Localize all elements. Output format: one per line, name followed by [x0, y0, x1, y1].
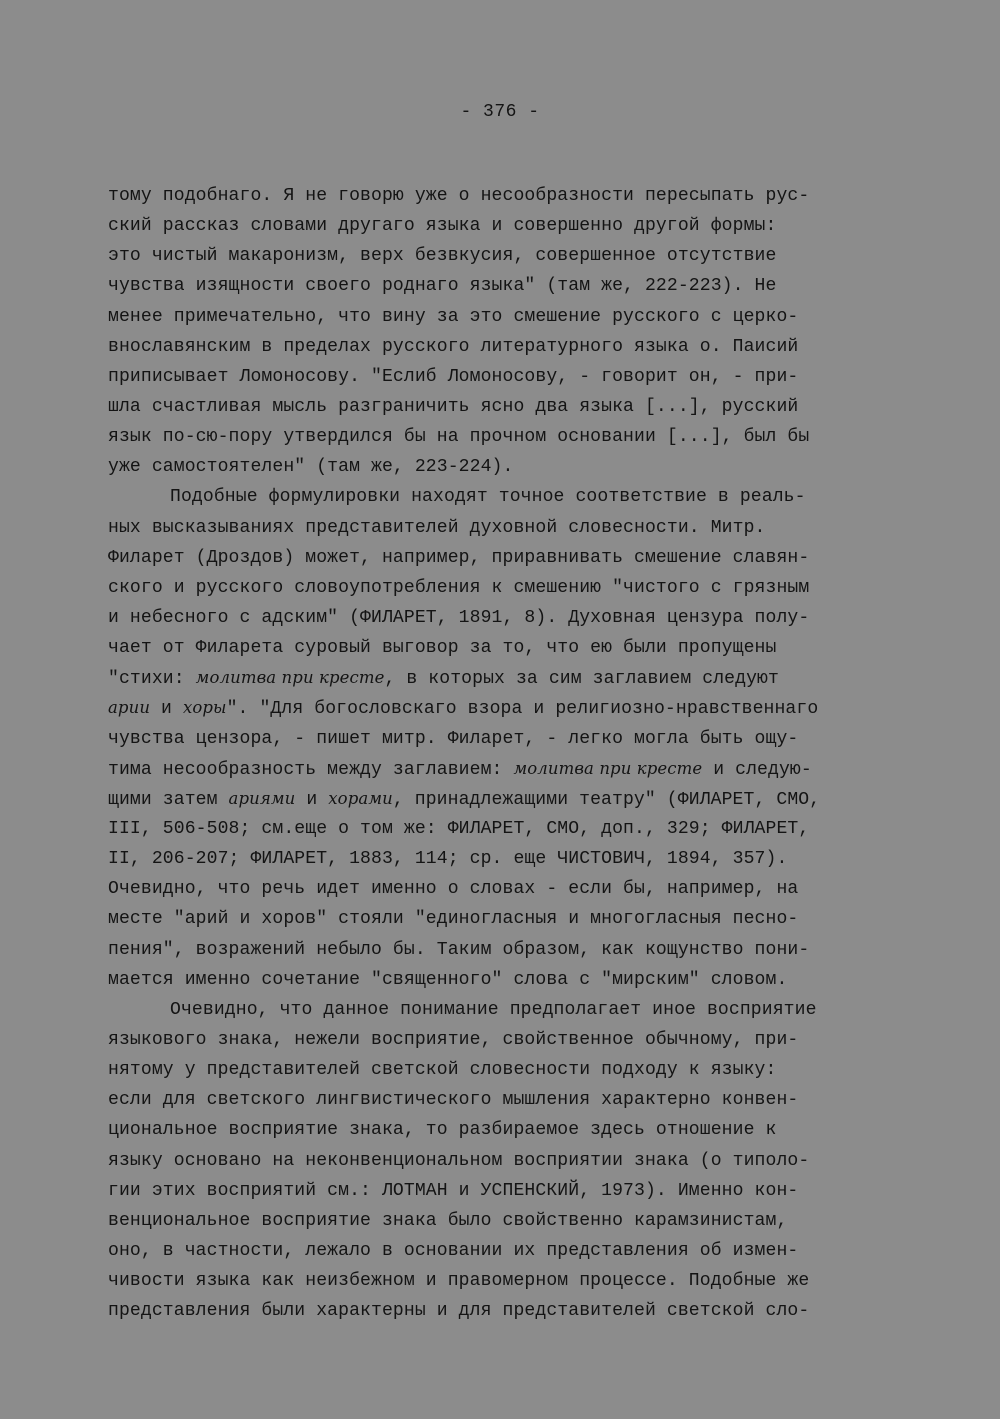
text-segment: тима несообразность между заглавием:	[108, 759, 514, 780]
text-line: Очевидно, что речь идет именно о словах - если бы, например, на	[108, 879, 799, 900]
text-line: языкового знака, нежели восприятие, свойственное обычному, при-	[108, 1029, 799, 1050]
text-segment: и	[150, 699, 183, 720]
text-line: III, 506-508; см.еще о том же: ФИЛАРЕТ, СМО, доп., 329; ФИЛАРЕТ,	[108, 818, 810, 839]
text-line: чувства изящности своего роднаго языка" (там же, 222-223). Не	[108, 276, 777, 297]
italic-segment: ариями	[228, 788, 296, 808]
italic-segment: хоры	[182, 698, 227, 718]
text-line: язык по-сю-пору утвердился бы на прочном основании [...], был бы	[108, 427, 810, 448]
text-segment: и следую-	[702, 759, 812, 780]
text-line: ского и русского словоупотребления к смешению "чистого с грязным	[108, 577, 810, 598]
text-line: шла счастливая мысль разграничить ясно два языка [...], русский	[108, 396, 799, 417]
italic-segment: молитва при кресте	[195, 668, 385, 688]
text-line: циональное восприятие знака, то разбираемое здесь отношение к	[108, 1120, 777, 1141]
text-line: нятому у представителей светской словесности подходу к языку:	[108, 1060, 777, 1081]
text-line: внославянским в пределах русского литературного языка о. Паисий	[108, 336, 799, 357]
text-line: ных высказываниях представителей духовной словесности. Митр.	[108, 517, 766, 538]
text-line: пения", возражений небыло бы. Таким образом, как кощунство пони-	[108, 939, 810, 960]
text-line: мается именно сочетание "священного" слова с "мирским" словом.	[108, 969, 788, 990]
text-line: чивости языка как неизбежном и правомерном процессе. Подобные же	[108, 1271, 810, 1292]
text-line: если для светского лингвистического мышления характерно конвен-	[108, 1090, 799, 1111]
text-line	[108, 663, 908, 693]
italic-segment: хорами	[328, 788, 393, 808]
text-segment: "стихи:	[108, 669, 196, 690]
text-line: венциональное восприятие знака было свойственно карамзинистам,	[108, 1210, 788, 1231]
text-segment: ". "Для богословскаго взора и религиозно-нравственнаго	[226, 699, 819, 720]
page-number: - 376 -	[460, 102, 540, 122]
text-line: уже самостоятелен" (там же, 223-224).	[108, 457, 514, 478]
text-line: чувства цензора, - пишет митр. Филарет, - легко могла быть ощу-	[108, 728, 799, 749]
text-line: месте "арий и хоров" стояли "единогласныя и многогласныя песно-	[108, 909, 799, 930]
body-text	[108, 181, 908, 1326]
italic-segment: молитва при кресте	[513, 758, 703, 778]
text-segment: , принадлежащими театру" (ФИЛАРЕТ, СМО,	[392, 789, 821, 810]
text-line	[108, 693, 908, 723]
text-line: тому подобнаго. Я не говорю уже о несообразности пересыпать рус-	[108, 186, 810, 206]
text-line: ский рассказ словами другаго языка и совершенно другой формы:	[108, 216, 777, 237]
text-line: оно, в частности, лежало в основании их представления об измен-	[108, 1240, 799, 1261]
text-segment: , в которых за сим заглавием следуют	[384, 669, 779, 690]
text-segment: щими затем	[108, 789, 229, 810]
text-line: II, 206-207; ФИЛАРЕТ, 1883, 114; ср. еще ЧИСТОВИЧ, 1894, 357).	[108, 849, 788, 870]
text-line: языку основано на неконвенциональном восприятии знака (о типоло-	[108, 1150, 810, 1171]
text-line: приписывает Ломоносову. "Еслиб Ломоносову, - говорит он, - при-	[108, 366, 799, 387]
text-line: это чистый макаронизм, верх безвкусия, совершенное отсутствие	[108, 246, 777, 267]
text-segment: и	[295, 789, 329, 810]
text-line	[108, 754, 908, 784]
text-line: Филарет (Дроздов) может, например, приравнивать смешение славян-	[108, 547, 810, 568]
text-line: Очевидно, что данное понимание предполагает иное восприятие	[170, 999, 817, 1020]
text-line	[108, 784, 908, 814]
text-line: гии этих восприятий см.: ЛОТМАН и УСПЕНСКИЙ, 1973). Именно кон-	[108, 1180, 799, 1201]
italic-segment: арии	[108, 698, 151, 718]
text-line: и небесного с адским" (ФИЛАРЕТ, 1891, 8). Духовная цензура полу-	[108, 607, 810, 628]
text-line: представления были характерны и для представителей светской сло-	[108, 1301, 810, 1322]
text-line: Подобные формулировки находят точное соответствие в реаль-	[170, 487, 806, 508]
text-line: чает от Филарета суровый выговор за то, что ею были пропущены	[108, 638, 777, 659]
text-line: менее примечательно, что вину за это смешение русского с церко-	[108, 306, 799, 327]
